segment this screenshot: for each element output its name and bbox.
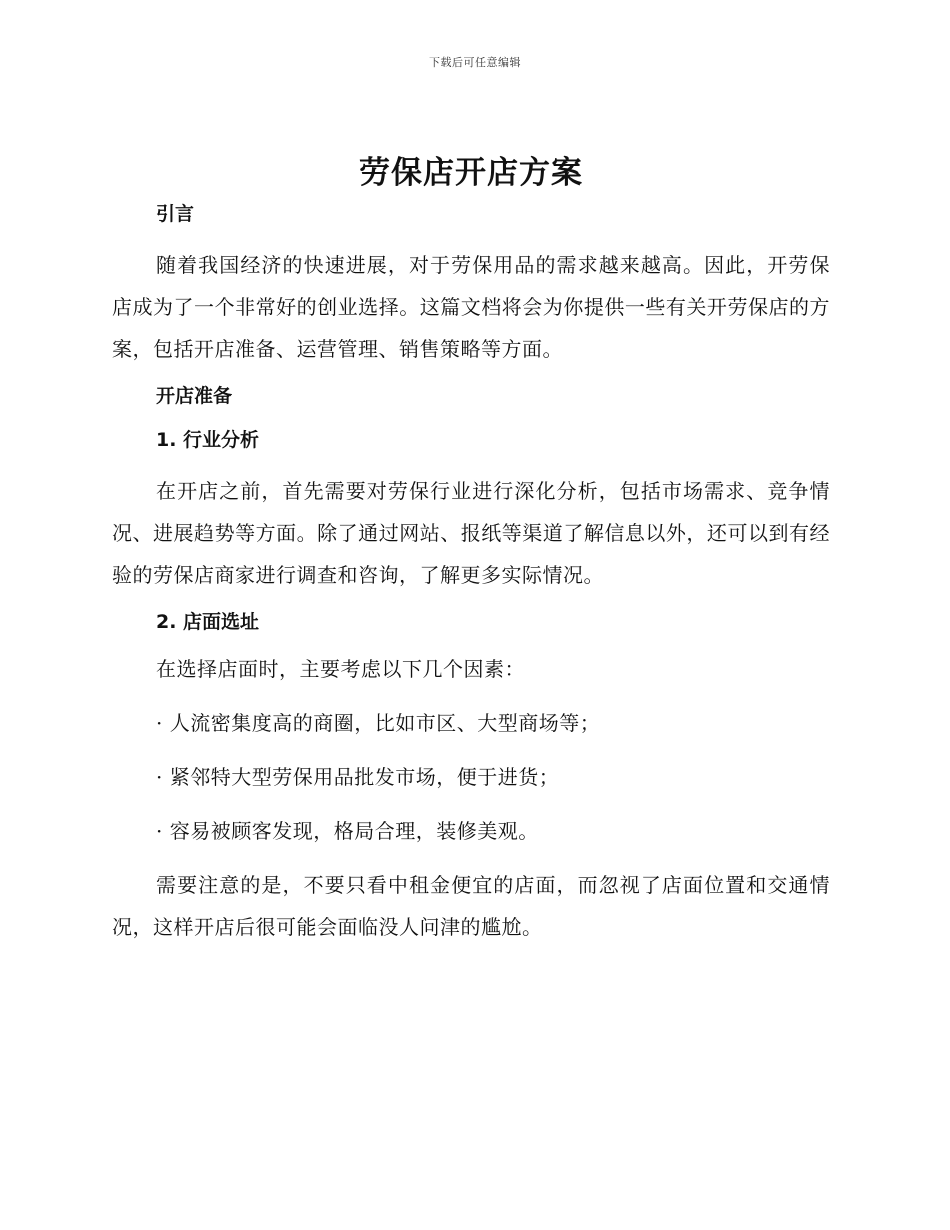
intro-paragraph: 随着我国经济的快速进展，对于劳保用品的需求越来越高。因此，开劳保店成为了一个非常好的创业选择。这篇文档将会为你提供一些有关开劳保店的方案，包括开店准备、运营管理、销售策略等方面。 — [112, 253, 830, 361]
location-bullet: · 人流密集度高的商圈，比如市区、大型商场等； — [156, 711, 601, 735]
location-bullet: · 紧邻特大型劳保用品批发市场，便于进货； — [156, 765, 560, 789]
location-lead: 在选择店面时，主要考虑以下几个因素： — [156, 657, 525, 681]
location-bullet: · 容易被顾客发现，格局合理，装修美观。 — [156, 819, 539, 843]
location-note: 需要注意的是，不要只看中租金便宜的店面，而忽视了店面位置和交通情况，这样开店后很可能会面临没人问津的尴尬。 — [112, 873, 830, 939]
document-body — [112, 150, 830, 948]
prep-heading: 开店准备 — [156, 385, 233, 407]
header-note: 下载后可任意编辑 — [429, 56, 521, 69]
section-heading-location: 2. 店面选址 — [156, 611, 260, 633]
section-heading-industry: 1. 行业分析 — [156, 429, 260, 451]
section-paragraph-industry: 在开店之前，首先需要对劳保行业进行深化分析，包括市场需求、竞争情况、进展趋势等方面。除了通过网站、报纸等渠道了解信息以外，还可以到有经验的劳保店商家进行调查和咨询，了解更多实际情况。 — [112, 479, 830, 587]
intro-heading: 引言 — [156, 203, 195, 225]
document-title: 劳保店开店方案 — [359, 155, 583, 191]
